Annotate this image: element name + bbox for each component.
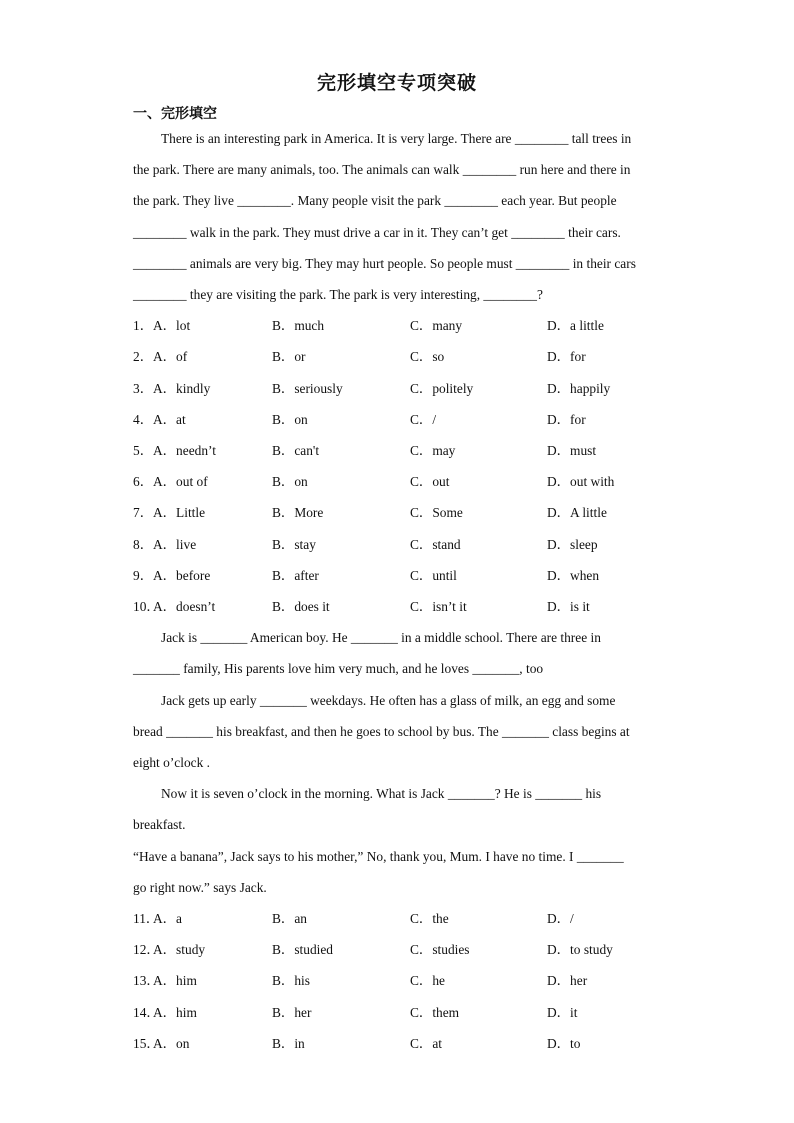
passage2-line-3: Jack gets up early _______ weekdays. He often has a glass of milk, an egg and some	[161, 693, 616, 708]
option-a: A．doesn’t	[153, 599, 216, 614]
passage1-line-3: the park. They live ________. Many people visit the park ________ each year. But people	[133, 193, 617, 208]
option-b: B．his	[272, 973, 310, 988]
option-d: D．for	[547, 349, 586, 364]
option-c: C．stand	[410, 537, 461, 552]
option-b: B．stay	[272, 537, 316, 552]
option-d: D．must	[547, 443, 597, 458]
option-b: B．on	[272, 474, 308, 489]
page-title: 完形填空专项突破	[316, 72, 477, 94]
option-b: B．does it	[272, 599, 330, 614]
question-row	[133, 474, 693, 490]
question-number: 7．	[133, 505, 154, 520]
question-number: 10．	[133, 599, 160, 614]
passage1-line-2: the park. There are many animals, too. The animals can walk ________ run here and there in	[133, 162, 631, 177]
option-d: D．A little	[547, 505, 607, 520]
passage1-line-1: There is an interesting park in America. It is very large. There are ________ tall trees in	[161, 131, 632, 146]
section-heading: 一、完形填空	[133, 106, 217, 122]
question-row	[133, 349, 693, 365]
option-a: A．study	[153, 942, 206, 957]
option-b: B．on	[272, 412, 308, 427]
question-row	[133, 599, 693, 615]
question-number: 15．	[133, 1036, 160, 1051]
option-d: D．it	[547, 1005, 578, 1020]
option-b: B．or	[272, 349, 306, 364]
option-d: D．/	[547, 911, 574, 926]
question-number: 11．	[133, 911, 160, 926]
question-number: 1．	[133, 318, 154, 333]
option-d: D．when	[547, 568, 600, 583]
question-row	[133, 381, 693, 397]
option-c: C．he	[410, 973, 445, 988]
question-number: 12．	[133, 942, 160, 957]
option-a: A．Little	[153, 505, 206, 520]
option-a: A．on	[153, 1036, 190, 1051]
option-c: C．studies	[410, 942, 470, 957]
question-row	[133, 973, 693, 989]
option-c: C．at	[410, 1036, 442, 1051]
passage2-line-5: eight o’clock .	[133, 755, 210, 770]
option-b: B．studied	[272, 942, 334, 957]
question-row	[133, 911, 693, 927]
option-a: A．a	[153, 911, 183, 926]
option-a: A．live	[153, 537, 197, 552]
option-d: D．is it	[547, 599, 590, 614]
option-a: A．him	[153, 973, 197, 988]
option-c: C．/	[410, 412, 437, 427]
option-d: D．out with	[547, 474, 615, 489]
option-d: D．to study	[547, 942, 613, 957]
question-row	[133, 412, 693, 428]
question-number: 3．	[133, 381, 154, 396]
option-b: B．can't	[272, 443, 320, 458]
question-number: 6．	[133, 474, 154, 489]
option-c: C．may	[410, 443, 456, 458]
question-row	[133, 1036, 693, 1052]
question-number: 4．	[133, 412, 154, 427]
question-number: 8．	[133, 537, 154, 552]
question-number: 13．	[133, 973, 160, 988]
question-row	[133, 942, 693, 958]
option-b: B．after	[272, 568, 319, 583]
passage1-line-6: ________ they are visiting the park. The park is very interesting, ________?	[133, 287, 543, 302]
option-d: D．her	[547, 973, 588, 988]
passage2-line-8: “Have a banana”, Jack says to his mother,” No, thank you, Mum. I have no time. I _______	[133, 849, 624, 864]
question-number: 14．	[133, 1005, 160, 1020]
question-number: 9．	[133, 568, 154, 583]
passage1-line-5: ________ animals are very big. They may hurt people. So people must ________ in their cars	[133, 256, 636, 271]
option-c: C．so	[410, 349, 445, 364]
option-c: C．politely	[410, 381, 474, 396]
passage2-line-2: _______ family, His parents love him very much, and he loves _______, too	[133, 661, 544, 676]
option-a: A．lot	[153, 318, 191, 333]
option-d: D．sleep	[547, 537, 598, 552]
passage2-line-1: Jack is _______ American boy. He _______ in a middle school. There are three in	[161, 630, 601, 645]
question-row	[133, 505, 693, 521]
option-a: A．him	[153, 1005, 197, 1020]
question-row	[133, 443, 693, 459]
option-d: D．to	[547, 1036, 581, 1051]
option-b: B．seriously	[272, 381, 343, 396]
passage2-line-9: go right now.” says Jack.	[133, 880, 267, 895]
passage2-line-7: breakfast.	[133, 817, 186, 832]
option-c: C．many	[410, 318, 463, 333]
question-row	[133, 568, 693, 584]
option-b: B．in	[272, 1036, 305, 1051]
option-b: B．her	[272, 1005, 312, 1020]
option-a: A．kindly	[153, 381, 211, 396]
question-row	[133, 318, 693, 334]
option-a: A．needn’t	[153, 443, 216, 458]
option-c: C．Some	[410, 505, 463, 520]
option-d: D．for	[547, 412, 586, 427]
option-a: A．before	[153, 568, 211, 583]
option-c: C．the	[410, 911, 449, 926]
question-row	[133, 1005, 693, 1021]
option-a: A．of	[153, 349, 188, 364]
question-number: 2．	[133, 349, 154, 364]
passage1-line-4: ________ walk in the park. They must drive a car in it. They can’t get ________ their cars.	[133, 225, 621, 240]
passage2-line-4: bread _______ his breakfast, and then he goes to school by bus. The _______ class begins at	[133, 724, 630, 739]
option-a: A．at	[153, 412, 186, 427]
option-c: C．isn’t it	[410, 599, 467, 614]
question-number: 5．	[133, 443, 154, 458]
option-c: C．until	[410, 568, 457, 583]
option-c: C．them	[410, 1005, 460, 1020]
question-row	[133, 537, 693, 553]
option-a: A．out of	[153, 474, 208, 489]
option-c: C．out	[410, 474, 450, 489]
passage2-line-6: Now it is seven o’clock in the morning. What is Jack _______? He is _______ his	[161, 786, 602, 801]
option-b: B．More	[272, 505, 324, 520]
option-d: D．a little	[547, 318, 604, 333]
option-d: D．happily	[547, 381, 611, 396]
option-b: B．much	[272, 318, 325, 333]
option-b: B．an	[272, 911, 307, 926]
